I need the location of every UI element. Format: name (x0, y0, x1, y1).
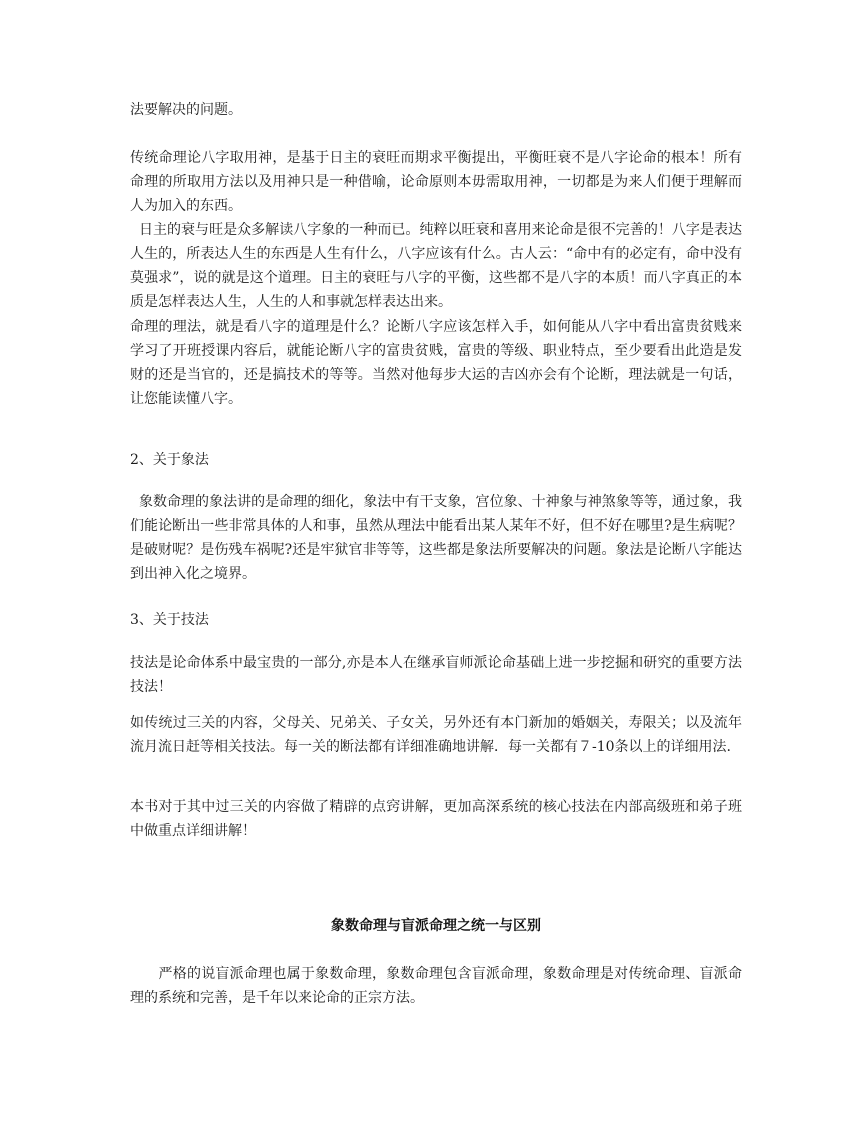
paragraph-chapter-body: 严格的说盲派命理也属于象数命理，象数命理包含盲派命理，象数命理是对传统命理、盲派命理的系统和完善，是千年以来论命的正宗方法。 (130, 966, 742, 1006)
paragraph-jifa-intro: 技法是论命体系中最宝贵的一部分,亦是本人在继承盲师派论命基础上进一步挖掘和研究的重要方法技法！ (130, 655, 742, 695)
section-heading-jifa: 3、关于技法 (130, 612, 209, 628)
paragraph-jifa-book: 本书对于其中过三关的内容做了精辟的点窍讲解，更加高深系统的核心技法在内部高级班和弟子班中做重点详细讲解！ (130, 799, 742, 839)
chapter-title: 象数命理与盲派命理之统一与区别 (331, 918, 541, 934)
section-heading-xiangfa: 2、关于象法 (130, 452, 209, 468)
paragraph-lifa: 命理的理法，就是看八字的道理是什么？论断八字应该怎样入手，如何能从八字中看出富贵贫贱来学习了开班授课内容后，就能论断八字的富贵贫贱，富贵的等级、职业特点，至少要看出此造是发财的还是当官的，还是搞技术的等等。当然对他每步大运的吉凶亦会有个论断，理法就是一句话，让您能读懂八字。 (130, 319, 742, 407)
paragraph-xiangfa: 象数命理的象法讲的是命理的细化，象法中有干支象，宫位象、十神象与神煞象等等，通过象，我们能论断出一些非常具体的人和事，虽然从理法中能看出某人某年不好，但不好在哪里?是生病呢？是破财呢？是伤残车祸呢?还是牢狱官非等等，这些都是象法所要解决的问题。象法是论断八字能达到出神入化之境界。 (130, 494, 742, 582)
paragraph-rizhu: 日主的衰与旺是众多解读八字象的一种而已。纯粹以旺衰和喜用来论命是很不完善的！八字是表达人生的，所表达人生的东西是人生有什么，八字应该有什么。古人云：“命中有的必定有，命中没有莫强求”，说的就是这个道理。日主的衰旺与八字的平衡，这些都不是八字的本质！而八字真正的本质是怎样表达人生，人生的人和事就怎样表达出来。 (130, 222, 742, 310)
paragraph-jifa-guan: 如传统过三关的内容，父母关、兄弟关、子女关，另外还有本门新加的婚姻关，寿限关；以及流年流月流日赶等相关技法。每一关的断法都有详细准确地讲解．每一关都有７-10条以上的详细用法. (130, 715, 742, 755)
paragraph-continuation: 法要解决的问题。 (130, 102, 242, 118)
paragraph-yongshen: 传统命理论八字取用神，是基于日主的衰旺而期求平衡提出，平衡旺衰不是八字论命的根本！所有命理的所取用方法以及用神只是一种借喻，论命原则本毋需取用神，一切都是为来人们便于理解而人为加入的东西。 (130, 150, 742, 214)
